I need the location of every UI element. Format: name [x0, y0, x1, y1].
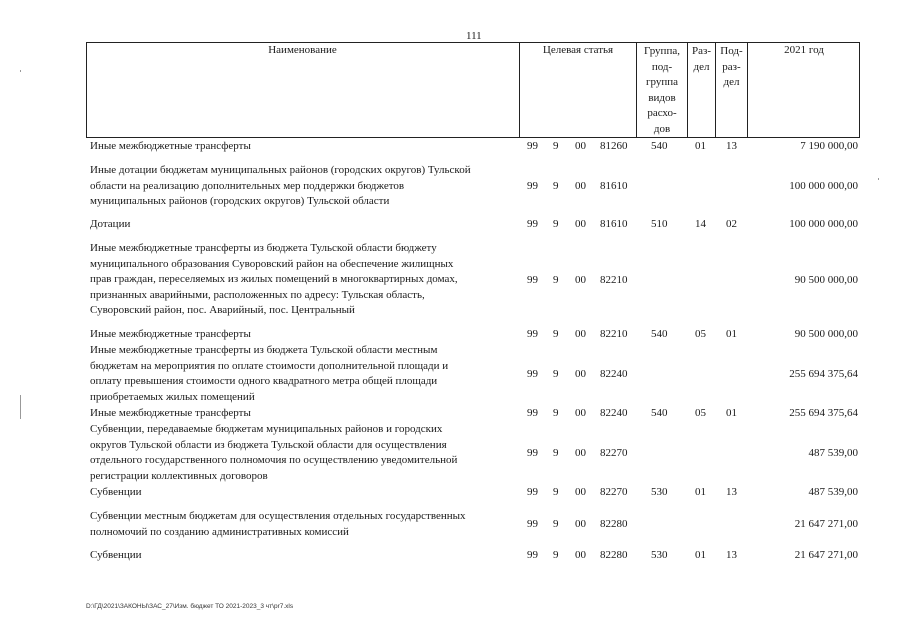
cell-direction: 82280 — [600, 549, 628, 561]
cell-subprogram: 9 — [553, 274, 559, 286]
row-name: области на реализацию дополнительных мер поддержки бюджетов — [90, 179, 405, 192]
cell-direction: 82280 — [600, 518, 628, 530]
header-group-line: видов — [648, 91, 676, 104]
row-name: Иные межбюджетные трансферты — [90, 328, 251, 340]
cell-direction: 82240 — [600, 368, 628, 380]
cell-subprogram: 9 — [553, 549, 559, 561]
cell-section: 01 — [695, 486, 706, 498]
cell-program: 99 — [527, 368, 538, 380]
cell-group: 510 — [651, 218, 668, 230]
row-name: Суворовский район, пос. Аварийный, пос. Центральный — [90, 304, 355, 317]
cell-subprogram: 9 — [553, 447, 559, 459]
header-section-line: Раз- — [691, 45, 711, 57]
header-year-label: 2021 год — [784, 44, 824, 56]
row-name: округов Тульской области из бюджета Тульской области для осуществления — [90, 438, 447, 451]
file-path-footer: D:\ГД\2021\ЗАКОНЫ\ЗАС_27\Изм. бюджет ТО 2021-2023_3 чт\pr7.xls — [86, 603, 294, 610]
row-name: признанных аварийными, расположенных по адресу: Тульская область, — [90, 288, 425, 301]
cell-event: 00 — [575, 486, 586, 498]
row-name: Субвенции — [90, 549, 142, 561]
cell-amount: 90 500 000,00 — [794, 274, 858, 286]
row-name: Субвенции — [90, 486, 142, 498]
row-name: муниципального образования Суворовский район на обеспечение жилищных — [90, 257, 454, 270]
cell-event: 00 — [575, 218, 586, 230]
cell-program: 99 — [527, 180, 538, 192]
cell-group: 540 — [651, 407, 668, 419]
cell-amount: 255 694 375,64 — [789, 368, 858, 380]
row-name: Иные межбюджетные трансферты — [90, 407, 251, 419]
header-group-line: группа — [645, 76, 679, 88]
row-name: регистрации коллективных договоров — [90, 469, 268, 482]
cell-amount: 7 190 000,00 — [800, 140, 858, 152]
cell-section: 05 — [695, 407, 706, 419]
scan-mark — [878, 178, 879, 180]
cell-subprogram: 9 — [553, 486, 559, 498]
cell-amount: 255 694 375,64 — [789, 407, 858, 419]
header-year — [748, 44, 860, 56]
header-section-line: дел — [693, 60, 710, 73]
cell-direction: 82270 — [600, 486, 628, 498]
cell-group: 530 — [651, 486, 668, 498]
cell-section: 05 — [695, 328, 706, 340]
row-name: Субвенции, передаваемые бюджетам муниципальных районов и городских — [90, 423, 443, 435]
cell-subprogram: 9 — [553, 407, 559, 419]
cell-section: 01 — [695, 549, 706, 561]
cell-section: 14 — [695, 218, 706, 230]
header-target — [520, 44, 636, 56]
cell-amount: 487 539,00 — [808, 486, 858, 498]
cell-program: 99 — [527, 447, 538, 459]
row-name: Дотации — [90, 218, 131, 230]
header-group-line: Группа, — [644, 45, 680, 57]
cell-event: 00 — [575, 407, 586, 419]
cell-event: 00 — [575, 549, 586, 561]
cell-group: 540 — [651, 140, 668, 152]
header-subsection-line: Под- — [720, 45, 743, 57]
row-name: Иные межбюджетные трансферты — [90, 140, 251, 152]
cell-section: 01 — [695, 140, 706, 152]
cell-event: 00 — [575, 368, 586, 380]
cell-event: 00 — [575, 140, 586, 152]
cell-amount: 100 000 000,00 — [789, 218, 858, 230]
cell-subprogram: 9 — [553, 180, 559, 192]
cell-direction: 81260 — [600, 140, 628, 152]
row-name: Иные дотации бюджетам муниципальных районов (городских округов) Тульской — [90, 164, 471, 176]
cell-amount: 21 647 271,00 — [794, 549, 858, 561]
row-name: оплату превышения стоимости одного квадратного метра общей площади — [90, 375, 438, 388]
row-name: приобретаемых жилых помещений — [90, 390, 255, 403]
cell-program: 99 — [527, 328, 538, 340]
header-name-label: Наименование — [268, 44, 337, 56]
cell-amount: 100 000 000,00 — [789, 180, 858, 192]
cell-subsection: 13 — [726, 486, 737, 498]
cell-program: 99 — [527, 140, 538, 152]
cell-event: 00 — [575, 180, 586, 192]
cell-subsection: 13 — [726, 140, 737, 152]
header-group-line: дов — [653, 122, 671, 135]
header-section — [688, 44, 715, 75]
page-number: 111 — [466, 30, 482, 42]
cell-subprogram: 9 — [553, 218, 559, 230]
row-name: бюджетам на мероприятия по оплате стоимости дополнительной площади и — [90, 359, 449, 372]
cell-direction: 82210 — [600, 274, 628, 286]
cell-group: 530 — [651, 549, 668, 561]
cell-program: 99 — [527, 274, 538, 286]
cell-event: 00 — [575, 328, 586, 340]
cell-direction: 82210 — [600, 328, 628, 340]
cell-subprogram: 9 — [553, 368, 559, 380]
cell-subprogram: 9 — [553, 140, 559, 152]
row-name: муниципальных районов (городских округов) Тульской области — [90, 195, 390, 208]
cell-program: 99 — [527, 407, 538, 419]
cell-event: 00 — [575, 274, 586, 286]
header-group — [637, 44, 687, 137]
header-group-line: расхо- — [647, 107, 677, 119]
cell-amount: 487 539,00 — [808, 447, 858, 459]
scan-mark — [20, 395, 21, 419]
header-name — [86, 44, 519, 56]
cell-direction: 82270 — [600, 447, 628, 459]
cell-subsection: 13 — [726, 549, 737, 561]
cell-subsection: 02 — [726, 218, 737, 230]
cell-direction: 82240 — [600, 407, 628, 419]
row-name: прав граждан, переселяемых из жилых помещений в многоквартирных домах, — [90, 273, 458, 286]
cell-program: 99 — [527, 486, 538, 498]
header-subsection-line: дел — [723, 76, 740, 88]
cell-subprogram: 9 — [553, 328, 559, 340]
row-name: Субвенции местным бюджетам для осуществления отдельных государственных — [90, 510, 466, 522]
header-subsection-line: раз- — [722, 60, 741, 73]
cell-event: 00 — [575, 518, 586, 530]
cell-group: 540 — [651, 328, 668, 340]
cell-subsection: 01 — [726, 407, 737, 419]
cell-subsection: 01 — [726, 328, 737, 340]
cell-amount: 90 500 000,00 — [794, 328, 858, 340]
cell-program: 99 — [527, 218, 538, 230]
cell-subprogram: 9 — [553, 518, 559, 530]
row-name: Иные межбюджетные трансферты из бюджета Тульской области местным — [90, 344, 438, 356]
row-name: отдельного государственного полномочия по осуществлению уведомительной — [90, 454, 458, 467]
cell-program: 99 — [527, 518, 538, 530]
row-name: Иные межбюджетные трансферты из бюджета Тульской области бюджету — [90, 242, 437, 254]
cell-program: 99 — [527, 549, 538, 561]
cell-amount: 21 647 271,00 — [794, 518, 858, 530]
header-subsection — [716, 44, 747, 91]
header-target-label: Целевая статья — [542, 44, 614, 56]
row-name: полномочий по созданию административных комиссий — [90, 525, 349, 538]
scan-mark — [20, 70, 21, 72]
header-group-line: под- — [651, 60, 673, 73]
cell-event: 00 — [575, 447, 586, 459]
cell-direction: 81610 — [600, 218, 628, 230]
cell-direction: 81610 — [600, 180, 628, 192]
